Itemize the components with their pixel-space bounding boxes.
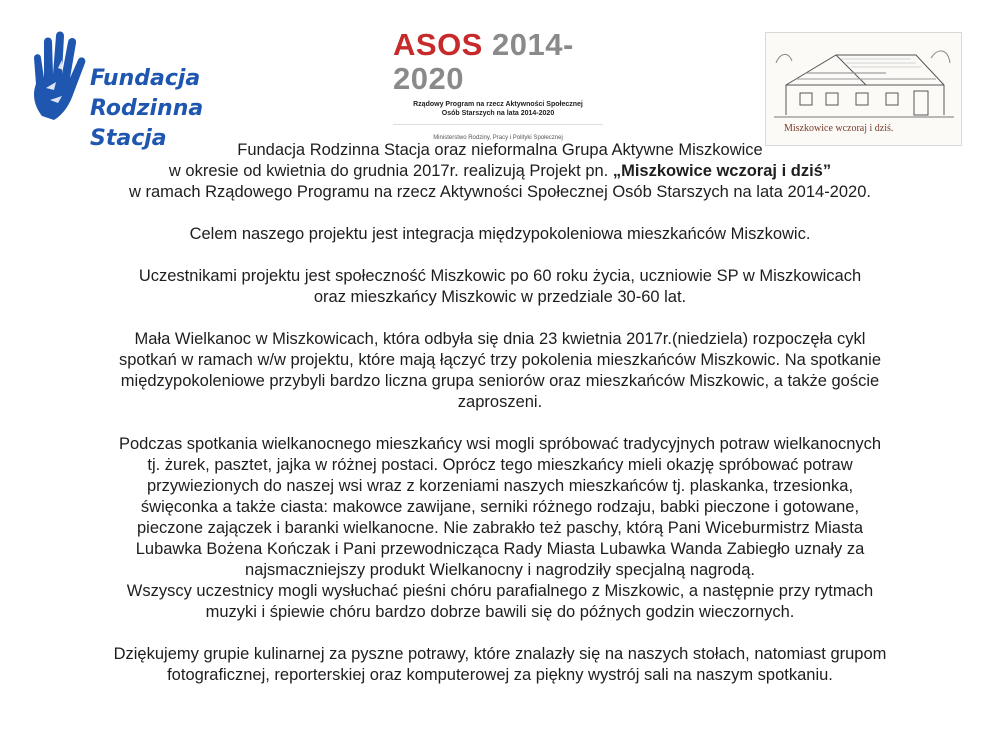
text-line: najsmaczniejszy produkt Wielkanocny i nagrodziły specjalną nagrodą. bbox=[245, 561, 755, 579]
text-line: Uczestnikami projektu jest społeczność Miszkowic po 60 roku życia, uczniowie SP w Miszkowicach bbox=[138, 267, 862, 285]
text-line: fotograficznej, reporterskiej oraz komputerowej za piękny wystrój sali na naszym spotkaniu. bbox=[167, 666, 833, 684]
text-line: zaproszeni. bbox=[457, 393, 543, 411]
text-line: muzyki i śpiewie chóru bardzo dobrze bawili się do późnych godzin wieczornych. bbox=[205, 603, 795, 621]
text-line: Wszyscy uczestnicy mogli wysłuchać pieśni chóru parafialnego z Miszkowic, a następnie przy rytmach bbox=[126, 582, 874, 600]
text-line: Celem naszego projektu jest integracja międzypokoleniowa mieszkańców Miszkowic. bbox=[189, 225, 811, 243]
text-line: międzypokoleniowe przybyli bardzo liczna grupa seniorów oraz mieszkańców Miszkowic, a także goście bbox=[120, 372, 880, 390]
text-line: przywiezionych do naszej wsi wraz z korzeniami naszych mieszkańców tj. plaskanka, trzesionka, bbox=[146, 477, 854, 495]
fundacja-name-line1: Fundacja bbox=[90, 66, 201, 91]
text-line: spotkań w ramach w/w projektu, które mają łączyć trzy pokolenia mieszkańców Miszkowic. Na spotkanie bbox=[118, 351, 882, 369]
project-name: „Miszkowice wczoraj i dziś” bbox=[612, 162, 832, 180]
sketch-caption: Miszkowice wczoraj i dziś. bbox=[784, 123, 894, 134]
miszkowice-sketch-logo bbox=[765, 32, 962, 146]
asos-title bbox=[393, 28, 608, 96]
text-line: tj. żurek, pasztet, jajka w różnej postaci. Oprócz tego mieszkańcy mieli okazję spróbować potraw bbox=[147, 456, 853, 474]
asos-ministry: Ministerstwo Rodziny, Pracy i Polityki Społecznej bbox=[433, 135, 563, 141]
asos-subtitle bbox=[393, 100, 603, 118]
hand-icon bbox=[28, 28, 98, 128]
text-line: w ramach Rządowego Programu na rzecz Aktywności Społecznej Osób Starszych na lata 2014-2020. bbox=[129, 183, 871, 201]
text-line bbox=[30, 161, 970, 182]
asos-logo bbox=[393, 27, 608, 141]
text-line: Fundacja Rodzinna Stacja oraz nieformalna Grupa Aktywne Miszkowice bbox=[237, 141, 763, 159]
text-line: Podczas spotkania wielkanocnego mieszkańcy wsi mogli spróbować tradycyjnych potraw wielkanocnych bbox=[118, 435, 882, 453]
text-line: Mała Wielkanoc w Miszkowicach, która odbyła się dnia 23 kwietnia 2017r.(niedziela) rozpoczęła cykl bbox=[134, 330, 866, 348]
asos-word: ASOS bbox=[393, 27, 483, 62]
text-line: Dziękujemy grupie kulinarnej za pyszne potrawy, które znalazły się na naszych stołach, natomiast grupom bbox=[113, 645, 887, 663]
asos-subtitle-line2: Osób Starszych na lata 2014-2020 bbox=[441, 110, 555, 117]
fundacja-name-line2: Rodzinna Stacja bbox=[90, 96, 204, 151]
text-line: święconka a także ciasta: makowce zawijane, serniki różnego rodzaju, babki pieczone i gotowane, bbox=[140, 498, 860, 516]
asos-divider bbox=[393, 124, 603, 125]
announcement-text bbox=[30, 140, 970, 686]
asos-subtitle-line1: Rządowy Program na rzecz Aktywności Społecznej bbox=[413, 101, 583, 108]
fundacja-logo bbox=[28, 28, 258, 151]
asos-years: 2014-2020 bbox=[393, 27, 574, 96]
text-line: oraz mieszkańcy Miszkowic w przedziale 30-60 lat. bbox=[313, 288, 687, 306]
text-line: Lubawka Bożena Kończak i Pani przewodnicząca Rady Miasta Lubawka Wanda Zabiegło uznały za bbox=[135, 540, 865, 558]
text-line-part: w okresie od kwietnia do grudnia 2017r. realizują Projekt pn. bbox=[168, 162, 613, 180]
text-line: pieczone zajączek i baranki wielkanocne. Nie zabrakło też paschy, którą Pani Wiceburmistrz Miasta bbox=[136, 519, 863, 537]
